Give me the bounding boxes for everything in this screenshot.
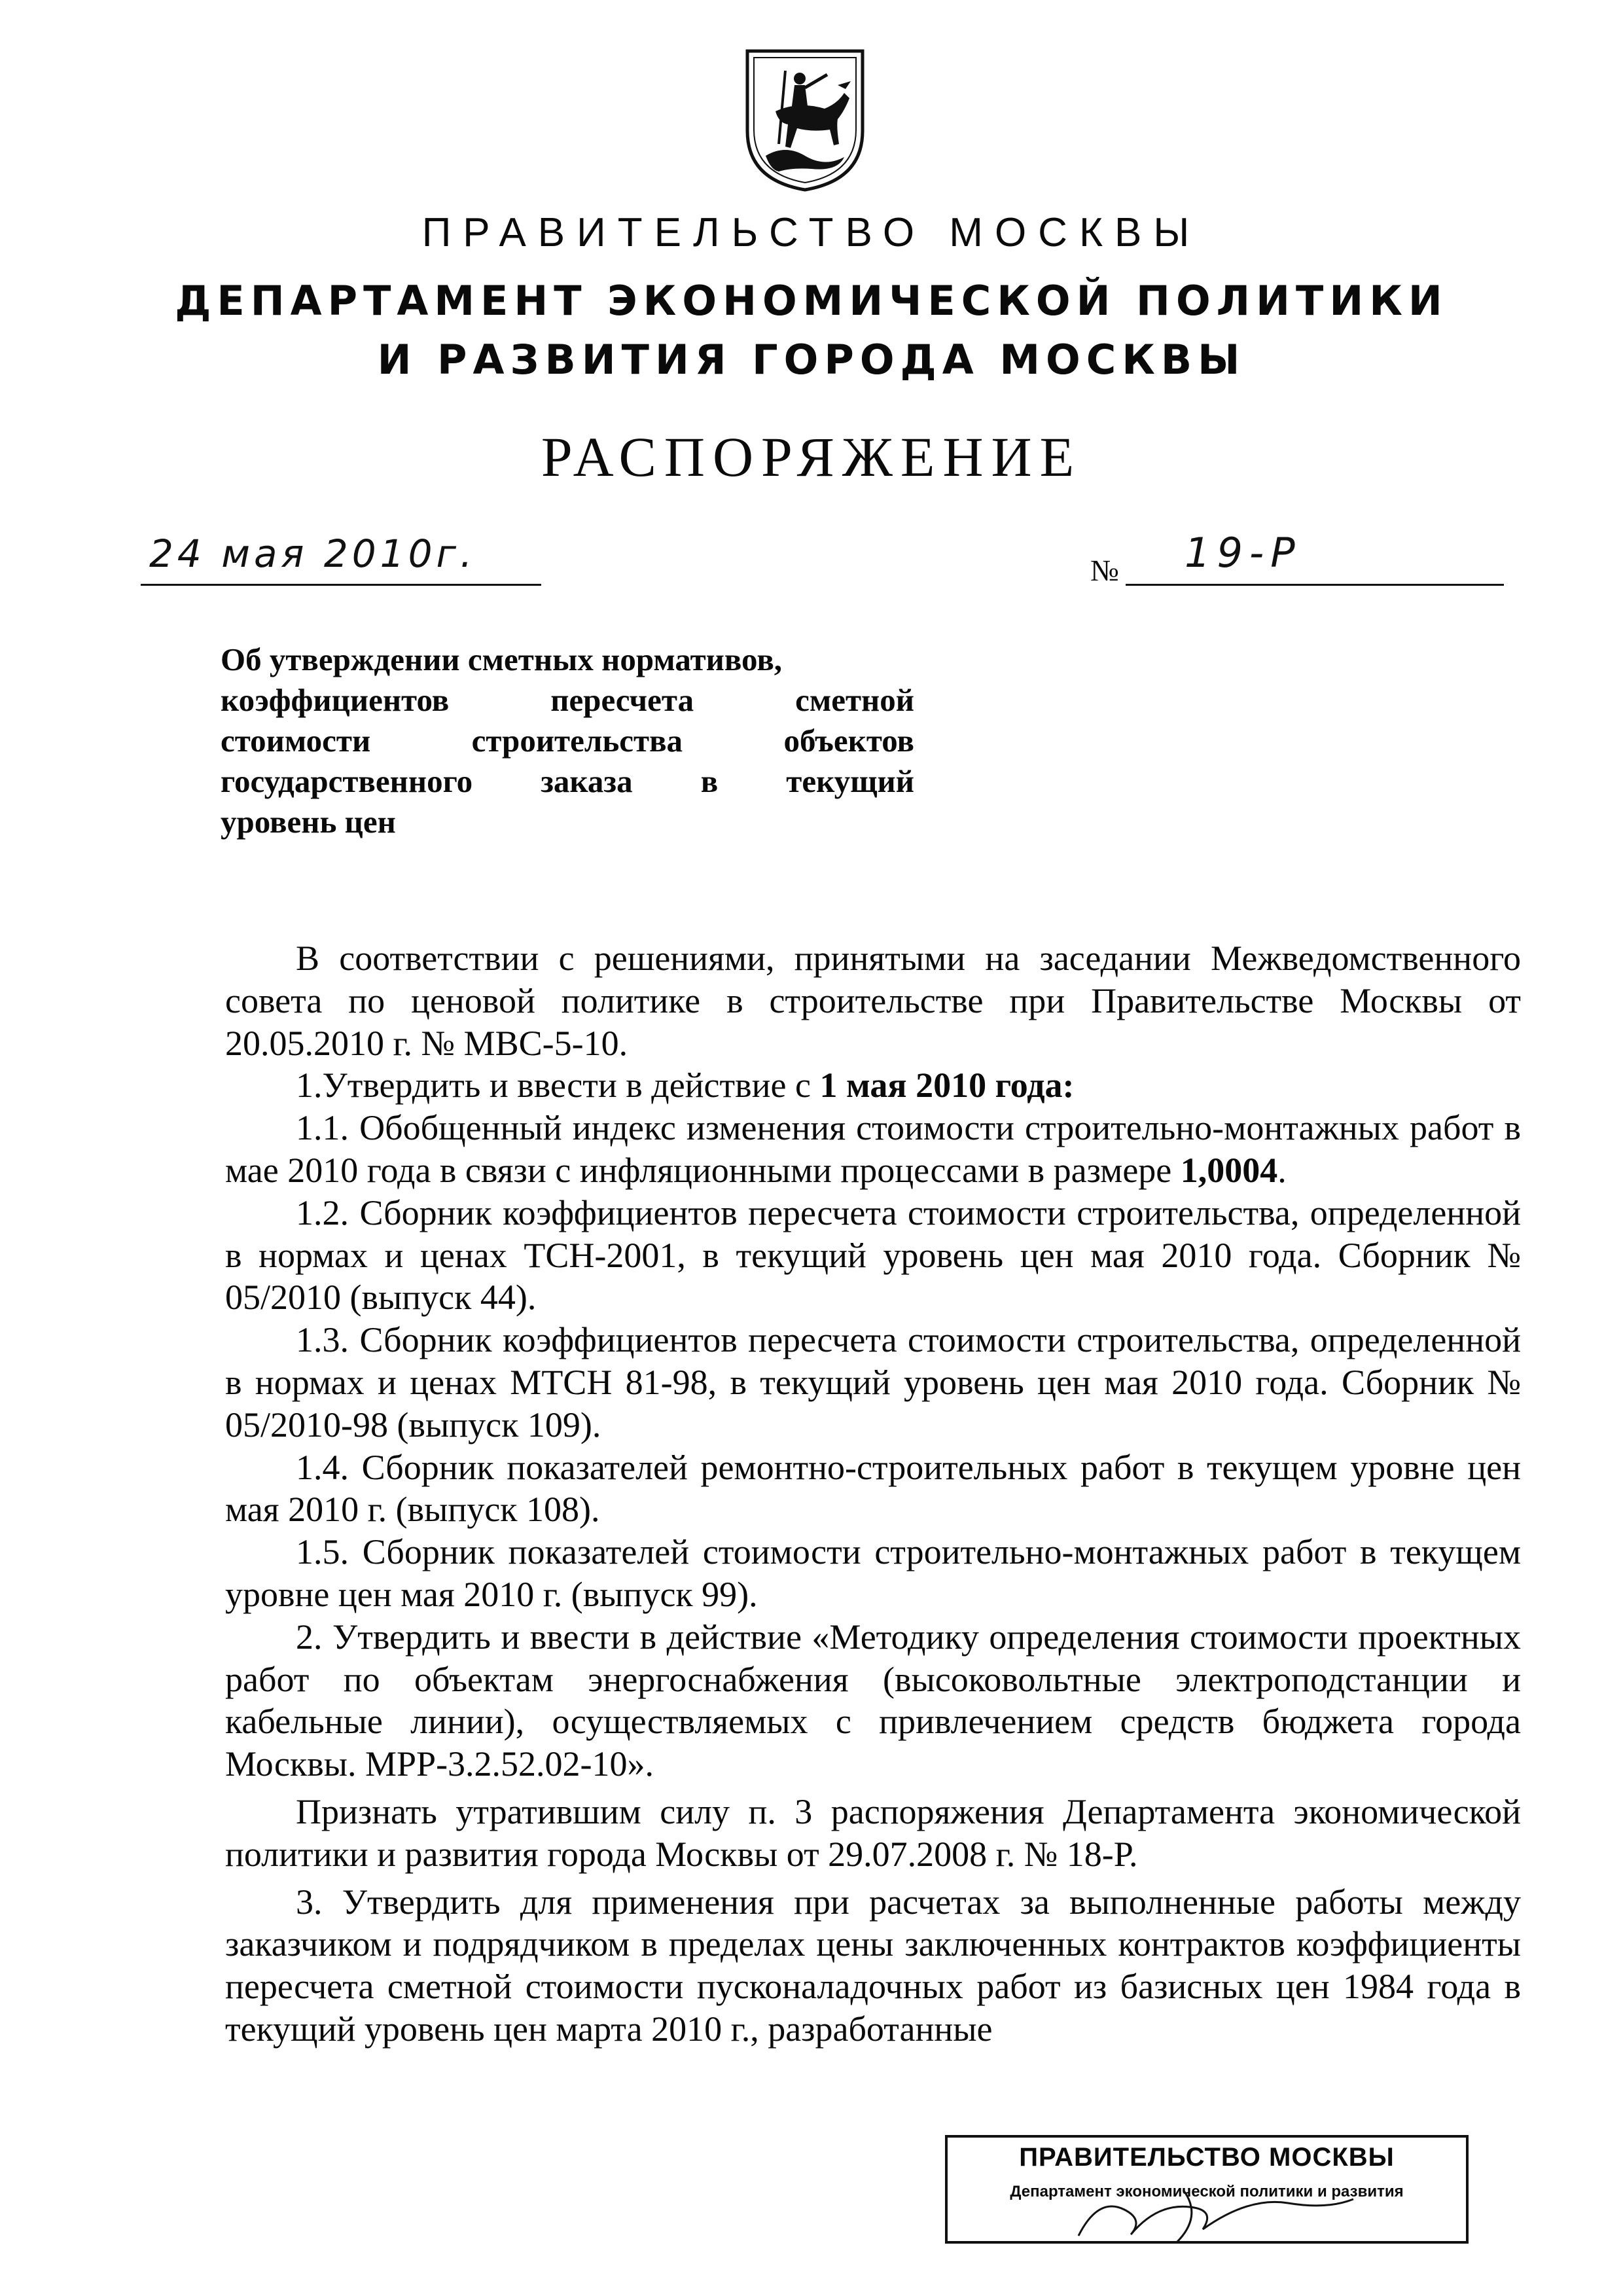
subject-line: Об утверждении сметных нормативов, [221,641,783,677]
government-title: ПРАВИТЕЛЬСТВО МОСКВЫ [421,210,1202,255]
paragraph-text: . [1277,1150,1287,1190]
paragraph-bold: 1,0004 [1180,1150,1278,1190]
paragraph-1-5: 1.5. Сборник показателей стоимости строительно-монтажных работ в текущем уровне цен мая 2010 г. (выпуск 99). [225,1532,1521,1614]
paragraph-bold: : [1062,1066,1075,1105]
official-stamp [945,2135,1469,2244]
signature-icon [1052,2183,1366,2246]
paragraph-1-4: 1.4. Сборник показателей ремонтно-строительных работ в текущем уровне цен мая 2010 г. (выпуск 108). [225,1447,1521,1530]
handwritten-date: 24 мая 2010г. [149,531,476,576]
number-label: № [1090,554,1119,587]
subject-line: коэффициентов пересчета сметной [221,682,914,718]
stamp-department: Департамент экономической политики и развития [1010,2183,1404,2200]
moscow-coat-of-arms-icon [740,46,870,193]
document-body [225,937,1521,2051]
paragraph-2-extra: Признать утратившим силу п. 3 распоряжения Департамента экономической политики и развития города Москвы от 29.07.2008 г. № 18-Р. [225,1791,1521,1874]
department-title-line: И РАЗВИТИЯ ГОРОДА МОСКВЫ [377,336,1246,384]
paragraph-1-2: 1.2. Сборник коэффициентов пересчета стоимости строительства, определенной в нормах и ценах ТСН-2001, в текущий уровень цен мая 2010 года. Сборник № 05/2010 (выпуск 44). [225,1193,1521,1318]
number-underline [1126,584,1504,586]
handwritten-number: 19-Р [1185,529,1302,577]
paragraph-1-3: 1.3. Сборник коэффициентов пересчета стоимости строительства, определенной в нормах и ценах МТСН 81-98, в текущий уровень цен мая 2010 года. Сборник № 05/2010-98 (выпуск 109). [225,1320,1521,1444]
document-subject [221,639,914,842]
paragraph-text: 1.1. Обобщенный индекс изменения стоимости строительно-монтажных работ в мае 2010 года в связи с инфляционными процессами в размере [225,1108,1521,1190]
subject-line: государственного заказа в текущий [221,763,914,799]
paragraph-text: 1.Утвердить и ввести в действие с [296,1066,820,1105]
paragraph-bold: 1 мая 2010 года [819,1066,1063,1105]
subject-line: уровень цен [221,804,396,840]
paragraph-preamble: В соответствии с решениями, принятыми на заседании Межведомственного совета по ценовой политике в строительстве при Правительстве Москвы от 20.05.2010 г. № МВС-5-10. [225,939,1521,1063]
paragraph-2: 2. Утвердить и ввести в действие «Методику определения стоимости проектных работ по объектам энергоснабжения (высоковольтные электроподстанции и кабельные линии), осуществляемых с привлечением средств бюджета города Москвы. МРР-3.2.52.02-10». [225,1617,1521,1784]
document-type: РАСПОРЯЖЕНИЕ [541,425,1082,488]
subject-line: стоимости строительства объектов [221,723,914,759]
paragraph-1-1 [225,1107,1521,1192]
stamp-title: ПРАВИТЕЛЬСТВО МОСКВЫ [1019,2143,1395,2172]
department-title-line: ДЕПАРТАМЕНТ ЭКОНОМИЧЕСКОЙ ПОЛИТИКИ [175,277,1448,325]
date-underline [141,584,541,586]
department-title [0,272,1623,389]
paragraph-3: 3. Утвердить для применения при расчетах за выполненные работы между заказчиком и подрядчиком в пределах цены заключенных контрактов коэффициенты пересчета сметной стоимости пусконаладочных работ из базисных цен 1984 года в текущий уровень цен марта 2010 г., разработанные [225,1882,1521,2049]
paragraph-1 [225,1064,1521,1107]
